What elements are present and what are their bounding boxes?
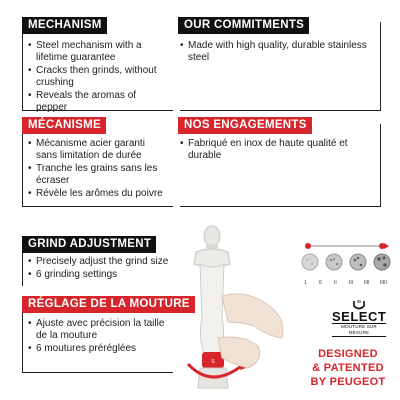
list-item: • Tranche les grains sans les écraser [28, 163, 168, 187]
engagements-title: NOS ENGAGEMENTS [178, 117, 312, 134]
grind-scale-label: IIII [364, 280, 370, 286]
patent-line: BY PEUGEOT [310, 376, 386, 388]
grind-scale-label: 1 [304, 280, 307, 286]
engagements-list [180, 138, 370, 163]
list-item: • Precisely adjust the grind size [28, 256, 178, 268]
grind-size-visual [296, 240, 400, 294]
list-item: • Cracks then grinds, without crushing [28, 65, 168, 89]
reglage-list [28, 318, 172, 356]
grind-scale-label: 6 [319, 280, 322, 286]
select-subtitle: MOUTURE SUR MESURE [332, 323, 386, 337]
svg-text:S: S [211, 359, 215, 365]
list-item: • Révèle les arômes du poivre [28, 188, 168, 200]
engagements-section [180, 124, 381, 207]
list-item: • Mécanisme acier garanti sans limitation de durée [28, 138, 168, 162]
patent-line: & PATENTED [312, 362, 384, 374]
select-word: SELECT [332, 309, 387, 324]
list-item: • 6 grinding settings [28, 269, 178, 281]
mecanisme-title: MÉCANISME [22, 117, 106, 134]
grind-scale-label: II [334, 280, 337, 286]
patent-text [298, 347, 398, 389]
select-logo [332, 300, 386, 337]
list-item: • Reveals the aromas of pepper [28, 90, 168, 114]
list-item: • Ajuste avec précision la taille de la mouture [28, 318, 172, 342]
grind-list [28, 256, 178, 282]
mechanism-list [28, 40, 168, 115]
patent-line: DESIGNED [318, 348, 378, 360]
grind-title: GRIND ADJUSTMENT [22, 236, 156, 253]
list-item: • 6 moutures préréglées [28, 343, 172, 355]
grind-scale-label: IIIII [380, 280, 387, 286]
reglage-title: RÉGLAGE DE LA MOUTURE [22, 296, 195, 313]
commitments-list [180, 40, 370, 65]
commitments-section [180, 22, 381, 111]
list-item: • Steel mechanism with a lifetime guarantee [28, 40, 168, 64]
mechanism-title: MECHANISM [22, 17, 107, 34]
mecanisme-list [28, 138, 168, 201]
list-item: • Fabriqué en inox de haute qualité et durable [180, 138, 370, 162]
pepper-mill-illustration [178, 218, 290, 400]
list-item: • Made with high quality, durable stainless steel [180, 40, 370, 64]
grind-scale-label: III [349, 280, 354, 286]
commitments-title: OUR COMMITMENTS [178, 17, 309, 34]
